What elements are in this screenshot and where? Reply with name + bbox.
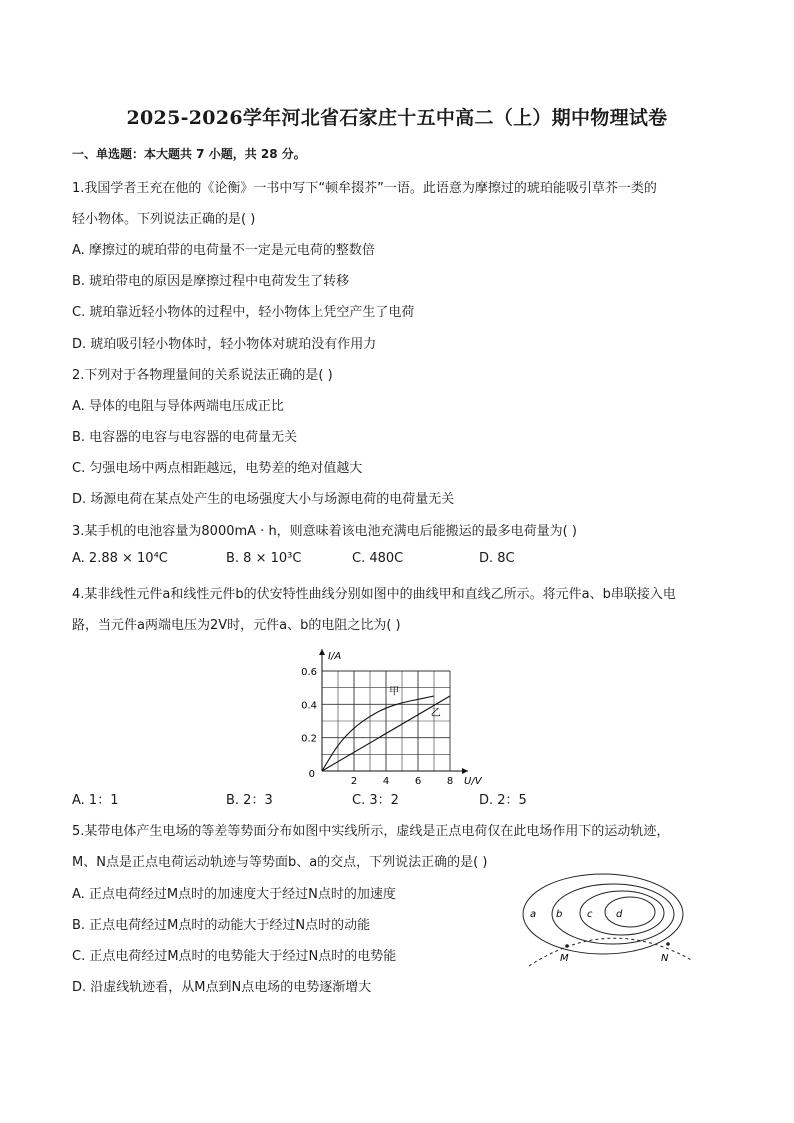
q5-option-a: A. 正点电荷经过M点时的加速度大于经过N点时的加速度 bbox=[72, 887, 396, 902]
y-tick-label: 0.4 bbox=[301, 700, 317, 712]
line-label-yi: 乙 bbox=[430, 708, 441, 719]
q5-option-b: B. 正点电荷经过M点时的动能大于经过N点时的动能 bbox=[72, 918, 371, 933]
q5-stem-line1: 5.某带电体产生电场的等差等势面分布如图中实线所示，虚线是正点电荷仅在此电场作用下的运动轨迹， bbox=[72, 824, 670, 839]
x-tick-label: 4 bbox=[382, 776, 390, 786]
label-b: b bbox=[556, 909, 563, 920]
q4-stem-line1: 4.某非线性元件a和线性元件b的伏安特性曲线分别如图中的曲线甲和直线乙所示。将元件a、b串联接入电 bbox=[72, 587, 676, 602]
x-tick-label: 8 bbox=[446, 776, 454, 786]
point-n bbox=[666, 942, 670, 946]
label-n: N bbox=[661, 953, 669, 964]
x-tick-label: 6 bbox=[414, 776, 422, 786]
x-axis-label: U/V bbox=[464, 776, 482, 786]
q4-option-b: B. 2：3 bbox=[226, 793, 273, 808]
q3-option-c: C. 480C bbox=[352, 551, 404, 566]
y-tick-label: 0.6 bbox=[301, 667, 317, 678]
curve-label-jia: 甲 bbox=[389, 686, 400, 698]
equipotential-figure bbox=[515, 868, 700, 973]
q5-option-d: D. 沿虚线轨迹看，从M点到N点电场的电势逐渐增大 bbox=[72, 980, 372, 995]
q2-option-a: A. 导体的电阻与导体两端电压成正比 bbox=[72, 399, 284, 414]
x-axis-arrow bbox=[462, 768, 468, 774]
q5-option-c: C. 正点电荷经过M点时的电势能大于经过N点时的电势能 bbox=[72, 949, 397, 964]
label-c: c bbox=[587, 909, 593, 920]
q2-stem: 2.下列对于各物理量间的关系说法正确的是( ) bbox=[72, 368, 333, 383]
q2-option-c: C. 匀强电场中两点相距越远，电势差的绝对值越大 bbox=[72, 461, 363, 476]
exam-title: 2025-2026学年河北省石家庄十五中高二（上）期中物理试卷 bbox=[126, 107, 668, 129]
q1-stem-line1: 1.我国学者王充在他的《论衡》一书中写下“顿牟掇芥”一语。此语意为摩擦过的琥珀能吸引草芥一类的 bbox=[72, 181, 657, 196]
y-tick-label: 0.2 bbox=[301, 733, 317, 745]
q3-option-b: B. 8 × 10³C bbox=[226, 551, 302, 566]
iv-characteristic-chart bbox=[290, 628, 500, 786]
q3-stem: 3.某手机的电池容量为8000mA · h，则意味着该电池充满电后能搬运的最多电荷量为( ) bbox=[72, 524, 577, 539]
equipotential-d bbox=[605, 897, 655, 927]
q4-option-c: C. 3：2 bbox=[352, 793, 399, 808]
q4-stem-line2: 路，当元件a两端电压为2V时，元件a、b的电阻之比为( ) bbox=[72, 618, 401, 633]
label-m: M bbox=[560, 953, 569, 964]
origin-label: 0 bbox=[308, 769, 315, 780]
q4-option-a: A. 1：1 bbox=[72, 793, 119, 808]
y-axis-arrow bbox=[319, 649, 325, 655]
q2-option-d: D. 场源电荷在某点处产生的电场强度大小与场源电荷的电荷量无关 bbox=[72, 492, 455, 507]
label-d: d bbox=[616, 909, 623, 920]
q5-stem-line2: M、N点是正点电荷运动轨迹与等势面b、a的交点，下列说法正确的是( ) bbox=[72, 855, 488, 870]
q1-option-c: C. 琥珀靠近轻小物体的过程中，轻小物体上凭空产生了电荷 bbox=[72, 305, 415, 320]
q1-option-b: B. 琥珀带电的原因是摩擦过程中电荷发生了转移 bbox=[72, 274, 350, 289]
section-heading: 一、单选题：本大题共 7 小题，共 28 分。 bbox=[72, 147, 306, 161]
q3-option-a: A. 2.88 × 10⁴C bbox=[72, 551, 168, 566]
q2-option-b: B. 电容器的电容与电容器的电荷量无关 bbox=[72, 430, 298, 445]
q1-option-d: D. 琥珀吸引轻小物体时，轻小物体对琥珀没有作用力 bbox=[72, 337, 377, 352]
q1-stem-line2: 轻小物体。下列说法正确的是( ) bbox=[72, 212, 256, 227]
x-tick-label: 2 bbox=[350, 776, 358, 786]
point-m bbox=[565, 944, 569, 948]
equipotential-a bbox=[523, 874, 683, 954]
q3-option-d: D. 8C bbox=[479, 551, 515, 566]
q4-option-d: D. 2：5 bbox=[479, 793, 527, 808]
curve-jia bbox=[322, 696, 434, 771]
y-axis-label: I/A bbox=[328, 651, 342, 662]
label-a: a bbox=[530, 909, 537, 920]
q1-option-a: A. 摩擦过的琥珀带的电荷量不一定是元电荷的整数倍 bbox=[72, 243, 375, 258]
